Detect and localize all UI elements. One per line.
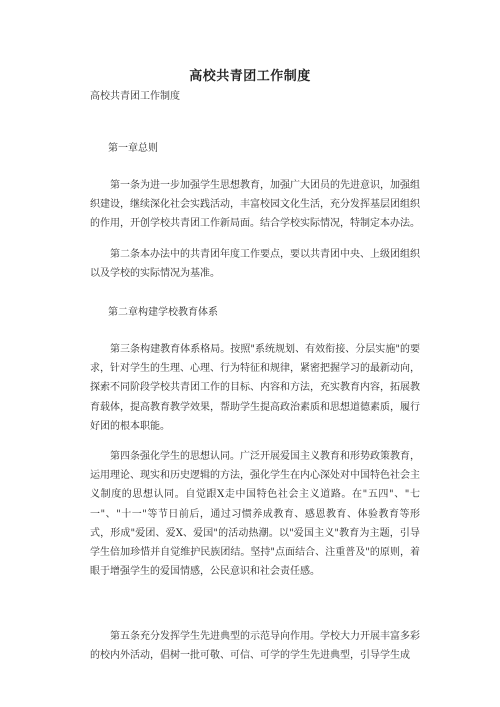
document-subtitle: 高校共青团工作制度 — [90, 91, 180, 102]
document-title: 高校共青团工作制度 — [189, 69, 311, 84]
article-3-paragraph: 第三条构建教育体系格局。按照"系统规划、有效衔接、分层实施"的要求，针对学生的生理、心理、行为特征和规律，紧密把握学习的最新动向，探索不同阶段学校共青团工作的目标、内容和方法，充实教育内容，拓展教育载体，提高教育教学效果，帮助学生提高政治素质和思想道德素质，履行好团的根本职能。 — [90, 344, 420, 432]
article-5-paragraph: 第五条充分发挥学生先进典型的示范导向作用。学校大力开展丰富多彩的校内外活动，倡树一批可敬、可信、可学的学生先进典型，引导学生成 — [90, 631, 420, 662]
chapter-2-heading: 第二章构建学校教育体系 — [108, 307, 218, 318]
chapter-1-heading: 第一章总则 — [108, 143, 158, 154]
article-2-paragraph: 第二条本办法中的共青团年度工作要点，要以共青团中央、上级团组织以及学校的实际情况为基准。 — [90, 249, 420, 280]
article-4-paragraph: 第四条强化学生的思想认同。广泛开展爱国主义教育和形势政策教育，运用理论、现实和历史逻辑的方法，强化学生在内心深处对中国特色社会主义制度的思想认同。自觉跟X走中国特色社会主义道路。在"五四"、"七一"、"十一"等节日前后，通过习惯养成教育、感恩教育、体验教育等形式，形成"爱团、爱X、爱国"的活动热潮。以"爱国主义"教育为主题，引导学生倍加珍惜并自觉维护民族团结。坚持"点面结合、注重普及"的原则，着眼于增强学生的爱国情感，公民意识和社会责任感。 — [90, 451, 420, 578]
article-1-paragraph: 第一条为进一步加强学生思想教育，加强广大团员的先进意识，加强组织建设，继续深化社会实践活动，丰富校园文化生活，充分发挥基层团组织的作用，开创学校共青团工作新局面。结合学校实际情况，特制定本办法。 — [90, 180, 420, 230]
